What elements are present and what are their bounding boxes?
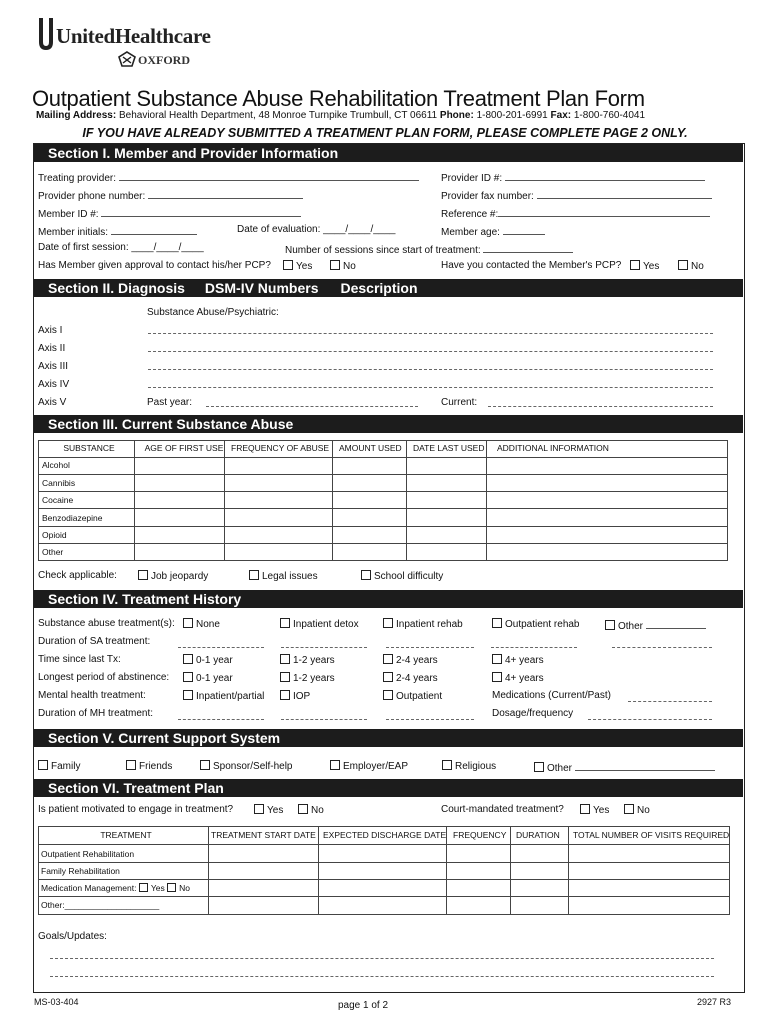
axis-5-label: Axis V: [38, 397, 67, 408]
sub-brand-name: OXFORD: [138, 53, 190, 67]
pcp-approval-no-checkbox[interactable]: No: [330, 260, 356, 273]
dur-sa-line-4[interactable]: [491, 647, 577, 649]
pcp-contacted-question: Have you contacted the Member's PCP?: [441, 260, 622, 271]
first-session-field[interactable]: Date of first session: ____/____/____: [38, 242, 204, 253]
s3-row-line: [38, 526, 728, 527]
dur-sa-line-1[interactable]: [178, 647, 264, 649]
s6-row-family: Family Rehabilitation: [41, 866, 120, 876]
provider-fax-field[interactable]: Provider fax number:: [441, 188, 712, 203]
s3-header-amount: AMOUNT USED: [339, 443, 402, 453]
pcp-approval-question: Has Member given approval to contact his/her PCP?: [38, 260, 271, 271]
pcp-contacted-no-checkbox[interactable]: No: [678, 260, 704, 273]
s3-header-age: AGE OF FIRST USE: [144, 443, 224, 453]
motivated-question: Is patient motivated to engage in treatment?: [38, 804, 234, 815]
page-number: page 1 of 2: [338, 1000, 389, 1011]
s6-header-total-visits: TOTAL NUMBER OF VISITS REQUIRED: [573, 830, 730, 840]
court-yes-checkbox[interactable]: Yes: [580, 804, 609, 817]
s6-vline-2: [318, 826, 319, 915]
section-3-header: Section III. Current Substance Abuse: [34, 415, 743, 433]
motivated-no-checkbox[interactable]: No: [298, 804, 324, 817]
axis-4-label: Axis IV: [38, 379, 70, 390]
dur-sa-line-2[interactable]: [281, 647, 367, 649]
member-age-field[interactable]: Member age:: [441, 224, 545, 239]
support-religious-checkbox[interactable]: Religious: [442, 760, 496, 773]
job-jeopardy-checkbox[interactable]: Job jeopardy: [138, 570, 208, 583]
pcp-contacted-yes-checkbox[interactable]: Yes: [630, 260, 659, 273]
longest-abstinence-label: Longest period of abstinence:: [38, 672, 170, 683]
dur-sa-line-3[interactable]: [386, 647, 474, 649]
s6-vline-4: [510, 826, 511, 915]
support-friends-checkbox[interactable]: Friends: [126, 760, 172, 773]
time-since-1-2-checkbox[interactable]: 1-2 years: [280, 654, 335, 667]
section-2-header: Section II. Diagnosis DSM-IV Numbers Description: [34, 279, 743, 297]
reference-field[interactable]: Reference #:: [441, 206, 710, 221]
brand-name: UnitedHealthcare: [56, 24, 211, 48]
oxford-logo-icon: [118, 51, 136, 67]
duration-mh-label: Duration of MH treatment:: [38, 708, 154, 719]
support-sponsor-checkbox[interactable]: Sponsor/Self-help: [200, 760, 293, 773]
sa-inpatient-rehab-checkbox[interactable]: Inpatient rehab: [383, 618, 463, 631]
court-mandated-question: Court-mandated treatment?: [441, 804, 564, 815]
s6-table-bottom: [38, 914, 730, 915]
date-of-evaluation-field[interactable]: Date of evaluation: ____/____/____: [237, 224, 396, 235]
s6-table-top: [38, 826, 730, 827]
dur-mh-line-3[interactable]: [386, 719, 474, 721]
axis-4-line[interactable]: [148, 387, 713, 389]
past-year-line[interactable]: [206, 406, 418, 408]
time-since-4plus-checkbox[interactable]: 4+ years: [492, 654, 544, 667]
s3-row-opioid: Opioid: [42, 530, 67, 540]
longest-0-1-checkbox[interactable]: 0-1 year: [183, 672, 233, 685]
s3-header-additional: ADDITIONAL INFORMATION: [497, 443, 609, 453]
duration-sa-label: Duration of SA treatment:: [38, 636, 151, 647]
axis-3-line[interactable]: [148, 369, 713, 371]
axis-3-label: Axis III: [38, 361, 69, 372]
section-4-header: Section IV. Treatment History: [34, 590, 743, 608]
s3-row-line: [38, 508, 728, 509]
unitedhealthcare-logo-icon: [36, 16, 54, 52]
time-since-2-4-checkbox[interactable]: 2-4 years: [383, 654, 438, 667]
axis-2-line[interactable]: [148, 351, 713, 353]
pcp-approval-yes-checkbox[interactable]: Yes: [283, 260, 312, 273]
s3-header-substance: SUBSTANCE: [63, 443, 115, 453]
s6-row-other[interactable]: Other:____________________: [41, 900, 160, 910]
s3-row-benzodiazepine: Benzodiazepine: [42, 513, 103, 523]
check-applicable-label: Check applicable:: [38, 570, 117, 581]
s3-row-line: [38, 491, 728, 492]
dosage-field[interactable]: Dosage/frequency: [492, 708, 574, 719]
s6-vline-3: [446, 826, 447, 915]
dosage-line[interactable]: [588, 719, 712, 721]
current-line[interactable]: [488, 406, 713, 408]
mh-outpatient-checkbox[interactable]: Outpatient: [383, 690, 442, 703]
sa-other-checkbox[interactable]: Other: [605, 618, 706, 633]
goals-label: Goals/Updates:: [38, 931, 107, 942]
s3-header-bottom: [38, 457, 728, 458]
section-6-header: Section VI. Treatment Plan: [34, 779, 743, 797]
s3-header-date: DATE LAST USED: [413, 443, 485, 453]
school-difficulty-checkbox[interactable]: School difficulty: [361, 570, 443, 583]
s6-header-start: TREATMENT START DATE: [211, 830, 316, 840]
sa-inpatient-detox-checkbox[interactable]: Inpatient detox: [280, 618, 359, 631]
goals-line-2[interactable]: [50, 976, 714, 978]
dur-mh-line-1[interactable]: [178, 719, 264, 721]
med-no-checkbox[interactable]: [167, 883, 176, 892]
axis-1-label: Axis I: [38, 325, 63, 336]
court-no-checkbox[interactable]: No: [624, 804, 650, 817]
s6-vline-5: [568, 826, 569, 915]
s3-table-top: [38, 440, 728, 441]
past-year-field[interactable]: Past year:: [147, 397, 193, 408]
mh-iop-checkbox[interactable]: IOP: [280, 690, 310, 703]
s3-row-cannibis: Cannibis: [42, 478, 76, 488]
medications-line[interactable]: [628, 701, 712, 703]
sessions-since-field[interactable]: Number of sessions since start of treatment:: [285, 242, 573, 257]
motivated-yes-checkbox[interactable]: Yes: [254, 804, 283, 817]
member-id-field[interactable]: Member ID #:: [38, 206, 301, 221]
mailing-address: Mailing Address: Behavioral Health Department, 48 Monroe Turnpike Trumbull, CT 06611 Phone: 1-800-201-6991 Fax: 1-800-760-4041: [36, 110, 646, 121]
provider-id-field[interactable]: Provider ID #:: [441, 170, 705, 185]
s3-row-alcohol: Alcohol: [42, 460, 70, 470]
axis-1-line[interactable]: [148, 333, 713, 335]
support-employer-checkbox[interactable]: Employer/EAP: [330, 760, 408, 773]
s6-row-line: [38, 896, 730, 897]
s6-header-discharge: EXPECTED DISCHARGE DATE: [323, 830, 447, 840]
s3-header-frequency: FREQUENCY OF ABUSE: [231, 443, 330, 453]
legal-issues-checkbox[interactable]: Legal issues: [249, 570, 318, 583]
s6-header-bottom: [38, 844, 730, 845]
s6-row-medication: Medication Management: Yes No: [41, 883, 190, 893]
revision-code: 2927 R3: [697, 997, 732, 1007]
section-5-header: Section V. Current Support System: [34, 729, 743, 747]
time-since-label: Time since last Tx:: [38, 654, 121, 665]
substance-psychiatric-label: Substance Abuse/Psychiatric:: [147, 307, 279, 318]
mental-health-label: Mental health treatment:: [38, 690, 146, 701]
warning-notice: IF YOU HAVE ALREADY SUBMITTED A TREATMENT PLAN FORM, PLEASE COMPLETE PAGE 2 ONLY.: [82, 126, 688, 140]
goals-line-1[interactable]: [50, 958, 714, 960]
dur-mh-line-2[interactable]: [281, 719, 367, 721]
s3-row-line: [38, 474, 728, 475]
support-other-checkbox[interactable]: Other: [534, 760, 715, 775]
support-family-checkbox[interactable]: Family: [38, 760, 80, 773]
s6-header-duration: DURATION: [516, 830, 560, 840]
mh-inpatient-partial-checkbox[interactable]: Inpatient/partial: [183, 690, 264, 703]
longest-2-4-checkbox[interactable]: 2-4 years: [383, 672, 438, 685]
time-since-0-1-checkbox[interactable]: 0-1 year: [183, 654, 233, 667]
provider-phone-field[interactable]: Provider phone number:: [38, 188, 303, 203]
dur-sa-line-5[interactable]: [612, 647, 712, 649]
sa-treatments-label: Substance abuse treatment(s):: [38, 618, 175, 629]
s3-row-cocaine: Cocaine: [42, 495, 74, 505]
med-yes-checkbox[interactable]: [139, 883, 148, 892]
sa-outpatient-rehab-checkbox[interactable]: Outpatient rehab: [492, 618, 580, 631]
member-initials-field[interactable]: Member initials:: [38, 224, 197, 239]
s6-header-treatment: TREATMENT: [100, 830, 152, 840]
longest-1-2-checkbox[interactable]: 1-2 years: [280, 672, 335, 685]
current-field[interactable]: Current:: [441, 397, 478, 408]
s6-row-outpatient: Outpatient Rehabilitation: [41, 849, 135, 859]
s3-row-other: Other: [42, 547, 64, 557]
s3-row-line: [38, 543, 728, 544]
section-1-header: Section I. Member and Provider Information: [34, 144, 743, 162]
longest-4plus-checkbox[interactable]: 4+ years: [492, 672, 544, 685]
s6-row-line: [38, 862, 730, 863]
medications-field[interactable]: Medications (Current/Past): [492, 690, 611, 701]
s6-row-line: [38, 879, 730, 880]
form-id: MS-03-404: [34, 997, 79, 1007]
s3-table-bottom: [38, 560, 728, 561]
s6-header-frequency: FREQUENCY: [453, 830, 507, 840]
treating-provider-field[interactable]: Treating provider:: [38, 170, 419, 185]
sa-none-checkbox[interactable]: None: [183, 618, 220, 631]
page-title: Outpatient Substance Abuse Rehabilitation Treatment Plan Form: [32, 86, 645, 111]
axis-2-label: Axis II: [38, 343, 66, 354]
